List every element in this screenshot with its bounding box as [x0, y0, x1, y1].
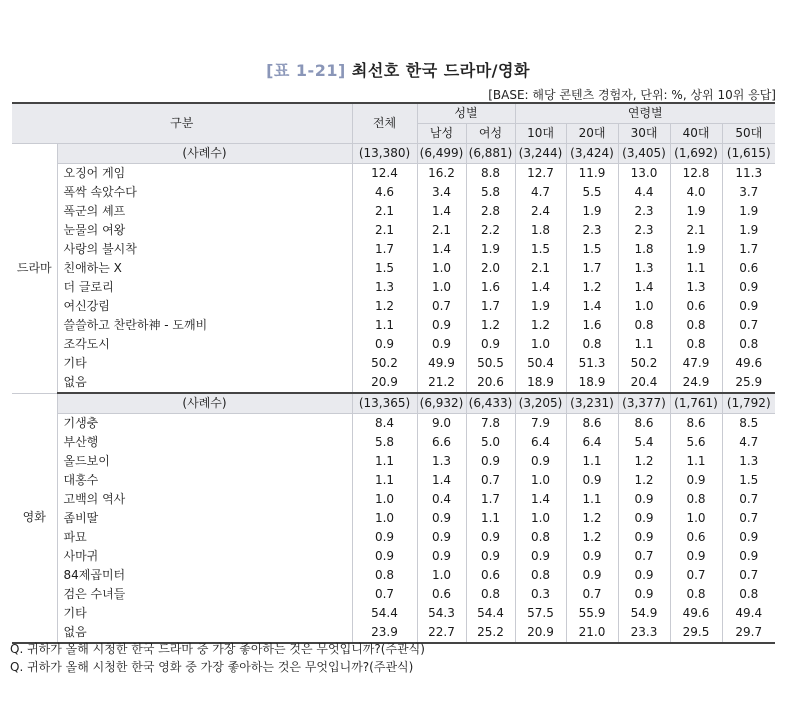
value-cell: 2.2: [466, 221, 515, 240]
count-cell: (6,433): [466, 393, 515, 414]
value-cell: 1.5: [352, 259, 417, 278]
value-cell: 0.9: [352, 547, 417, 566]
value-cell: 4.7: [739, 435, 759, 449]
value-cell: 12.7: [515, 164, 566, 184]
header-category: 구분: [12, 103, 352, 144]
value-cell: 1.1: [352, 316, 417, 335]
value-cell: 5.0: [466, 433, 515, 452]
value-cell: 5.4: [618, 433, 670, 452]
value-cell: 8.6: [618, 414, 670, 434]
value-cell: 2.3: [618, 221, 670, 240]
value-cell: 23.9: [352, 623, 417, 643]
count-cell: (13,365): [352, 393, 417, 414]
table-row: [12, 183, 775, 202]
row-label: 대홍수: [57, 471, 352, 490]
header-total: 전체: [352, 103, 417, 144]
value-cell: 0.9: [417, 547, 466, 566]
row-label: 검은 수녀들: [57, 585, 352, 604]
table-row: [12, 240, 775, 259]
table-row: [12, 297, 775, 316]
table-row: [12, 259, 775, 278]
value-cell: 29.5: [670, 623, 722, 643]
value-cell: 2.3: [566, 221, 618, 240]
value-cell: 57.5: [515, 604, 566, 623]
row-label: 기타: [57, 354, 352, 373]
value-cell: 1.3: [417, 452, 466, 471]
table-title: [0, 58, 796, 81]
value-cell: 0.6: [670, 528, 722, 547]
value-cell: 1.1: [670, 452, 722, 471]
value-cell: 1.5: [515, 240, 566, 259]
row-label: 기타: [57, 604, 352, 623]
value-cell: 1.8: [618, 240, 670, 259]
value-cell: 13.0: [618, 164, 670, 184]
value-cell: 1.4: [417, 202, 466, 221]
value-cell: 0.9: [417, 316, 466, 335]
value-cell: 1.4: [515, 490, 566, 509]
value-cell: 7.8: [466, 414, 515, 434]
header-age-50: 50대: [722, 124, 775, 144]
section-label: 드라마: [12, 144, 57, 394]
value-cell: 49.4: [735, 606, 763, 620]
value-cell: 20.9: [352, 373, 417, 393]
value-cell: 1.2: [352, 297, 417, 316]
row-label: 없음: [57, 373, 352, 393]
value-cell: 49.9: [417, 354, 466, 373]
table-row: [12, 471, 775, 490]
row-label: 사랑의 불시착: [57, 240, 352, 259]
value-cell: 0.9: [466, 452, 515, 471]
row-label: 폭싹 속았수다: [57, 183, 352, 202]
value-cell: 1.4: [515, 278, 566, 297]
section-label: 영화: [12, 393, 57, 643]
value-cell: 0.9: [466, 547, 515, 566]
value-cell: 8.4: [352, 414, 417, 434]
value-cell: 0.9: [739, 299, 759, 313]
row-label: 폭군의 셰프: [57, 202, 352, 221]
value-cell: 1.7: [566, 259, 618, 278]
value-cell: 0.9: [352, 528, 417, 547]
value-cell: 1.8: [515, 221, 566, 240]
value-cell: 1.1: [670, 259, 722, 278]
value-cell: 55.9: [566, 604, 618, 623]
value-cell: 0.7: [739, 568, 759, 582]
value-cell: 1.0: [515, 509, 566, 528]
value-cell: 1.2: [466, 316, 515, 335]
count-cell: (3,244): [515, 144, 566, 164]
value-cell: 54.4: [466, 604, 515, 623]
value-cell: 6.4: [566, 433, 618, 452]
count-cell: (3,231): [566, 393, 618, 414]
value-cell: 0.8: [739, 587, 759, 601]
value-cell: 7.9: [515, 414, 566, 434]
value-cell: 50.2: [352, 354, 417, 373]
value-cell: 54.9: [618, 604, 670, 623]
row-label: 고백의 역사: [57, 490, 352, 509]
value-cell: 5.8: [466, 183, 515, 202]
value-cell: 1.2: [618, 452, 670, 471]
value-cell: 11.3: [735, 166, 763, 180]
count-label: (사례수): [57, 393, 352, 414]
row-label: 더 글로리: [57, 278, 352, 297]
value-cell: 0.7: [566, 585, 618, 604]
value-cell: 49.6: [735, 356, 763, 370]
value-cell: 1.9: [670, 202, 722, 221]
value-cell: 1.1: [352, 452, 417, 471]
table-row: [12, 433, 775, 452]
value-cell: 2.3: [618, 202, 670, 221]
value-cell: 2.1: [352, 202, 417, 221]
value-cell: 24.9: [670, 373, 722, 393]
header-age-20: 20대: [566, 124, 618, 144]
value-cell: 1.9: [515, 297, 566, 316]
value-cell: 0.7: [739, 318, 759, 332]
count-cell: (6,881): [466, 144, 515, 164]
value-cell: 2.4: [515, 202, 566, 221]
value-cell: 0.9: [670, 471, 722, 490]
value-cell: 12.4: [352, 164, 417, 184]
value-cell: 20.4: [618, 373, 670, 393]
base-note: [BASE: 해당 콘텐츠 경험자, 단위: %, 상위 10위 응답]: [488, 88, 776, 102]
row-label: 기생충: [57, 414, 352, 434]
value-cell: 0.6: [417, 585, 466, 604]
question-note-drama: Q. 귀하가 올해 시청한 한국 드라마 중 가장 좋아하는 것은 무엇입니까?(주관식): [10, 642, 425, 656]
value-cell: 18.9: [515, 373, 566, 393]
value-cell: 0.9: [618, 509, 670, 528]
value-cell: 6.6: [417, 433, 466, 452]
value-cell: 0.9: [566, 547, 618, 566]
value-cell: 0.8: [670, 335, 722, 354]
value-cell: 1.4: [566, 297, 618, 316]
count-cell: (6,499): [417, 144, 466, 164]
value-cell: 1.6: [566, 316, 618, 335]
value-cell: 0.9: [618, 490, 670, 509]
count-row: [12, 144, 775, 164]
value-cell: 11.9: [566, 164, 618, 184]
value-cell: 49.6: [670, 604, 722, 623]
value-cell: 0.9: [352, 335, 417, 354]
value-cell: 1.4: [417, 240, 466, 259]
count-cell: (3,377): [618, 393, 670, 414]
count-cell: (3,424): [566, 144, 618, 164]
table-row: [12, 566, 775, 585]
table-row: [12, 547, 775, 566]
value-cell: 5.8: [352, 433, 417, 452]
value-cell: 20.9: [515, 623, 566, 643]
count-row: [12, 393, 775, 414]
value-cell: 1.6: [466, 278, 515, 297]
value-cell: 6.4: [515, 433, 566, 452]
value-cell: 3.7: [739, 185, 759, 199]
value-cell: 0.9: [566, 471, 618, 490]
value-cell: 4.0: [670, 183, 722, 202]
table-row: [12, 452, 775, 471]
value-cell: 1.1: [566, 490, 618, 509]
table-row: [12, 585, 775, 604]
value-cell: 0.9: [466, 528, 515, 547]
value-cell: 47.9: [670, 354, 722, 373]
value-cell: 0.8: [566, 335, 618, 354]
value-cell: 0.7: [417, 297, 466, 316]
value-cell: 2.0: [466, 259, 515, 278]
value-cell: 8.8: [466, 164, 515, 184]
value-cell: 1.9: [739, 223, 759, 237]
count-cell: (3,205): [515, 393, 566, 414]
value-cell: 50.2: [618, 354, 670, 373]
row-label: 파묘: [57, 528, 352, 547]
row-label: 친애하는 X: [57, 259, 352, 278]
row-label: 부산행: [57, 433, 352, 452]
value-cell: 1.9: [566, 202, 618, 221]
value-cell: 4.7: [515, 183, 566, 202]
value-cell: 1.0: [352, 509, 417, 528]
count-cell: (1,692): [670, 144, 722, 164]
value-cell: 1.9: [466, 240, 515, 259]
value-cell: 0.9: [739, 549, 759, 563]
header-female: 여성: [466, 124, 515, 144]
value-cell: 1.4: [417, 471, 466, 490]
value-cell: 0.8: [670, 316, 722, 335]
header-age-30: 30대: [618, 124, 670, 144]
value-cell: 1.3: [670, 278, 722, 297]
value-cell: 2.1: [515, 259, 566, 278]
value-cell: 1.0: [618, 297, 670, 316]
row-label: 사마귀: [57, 547, 352, 566]
value-cell: 0.8: [466, 585, 515, 604]
value-cell: 0.8: [515, 528, 566, 547]
value-cell: 0.7: [466, 471, 515, 490]
value-cell: 1.2: [566, 509, 618, 528]
value-cell: 0.9: [566, 566, 618, 585]
value-cell: 9.0: [417, 414, 466, 434]
table-row: [12, 414, 775, 434]
value-cell: 1.0: [515, 471, 566, 490]
table-number: [표 1-21]: [266, 61, 346, 80]
value-cell: 0.6: [739, 261, 759, 275]
value-cell: 51.3: [566, 354, 618, 373]
table-row: [12, 316, 775, 335]
value-cell: 18.9: [566, 373, 618, 393]
value-cell: 8.6: [566, 414, 618, 434]
table-body: [12, 144, 775, 644]
value-cell: 0.9: [739, 530, 759, 544]
table-row: [12, 164, 775, 184]
value-cell: 1.1: [566, 452, 618, 471]
value-cell: 1.3: [739, 454, 759, 468]
table-row: [12, 202, 775, 221]
value-cell: 1.5: [739, 473, 759, 487]
value-cell: 54.3: [417, 604, 466, 623]
value-cell: 2.1: [670, 221, 722, 240]
value-cell: 1.4: [618, 278, 670, 297]
count-cell: (13,380): [352, 144, 417, 164]
value-cell: 50.4: [515, 354, 566, 373]
question-notes: [10, 640, 425, 676]
value-cell: 25.2: [466, 623, 515, 643]
value-cell: 1.1: [618, 335, 670, 354]
table-row: [12, 221, 775, 240]
value-cell: 0.8: [352, 566, 417, 585]
value-cell: 0.6: [670, 297, 722, 316]
count-cell: (1,761): [670, 393, 722, 414]
row-label: 84제곱미터: [57, 566, 352, 585]
value-cell: 0.9: [417, 335, 466, 354]
value-cell: 0.9: [417, 528, 466, 547]
value-cell: 0.8: [515, 566, 566, 585]
table-row: [12, 373, 775, 393]
value-cell: 0.9: [618, 585, 670, 604]
value-cell: 0.9: [515, 452, 566, 471]
row-label: 오징어 게임: [57, 164, 352, 184]
value-cell: 2.1: [352, 221, 417, 240]
value-cell: 1.7: [466, 297, 515, 316]
value-cell: 0.9: [618, 566, 670, 585]
row-label: 없음: [57, 623, 352, 643]
value-cell: 1.0: [670, 509, 722, 528]
value-cell: 21.0: [566, 623, 618, 643]
value-cell: 0.8: [618, 316, 670, 335]
value-cell: 0.7: [670, 566, 722, 585]
value-cell: 0.8: [670, 585, 722, 604]
value-cell: 29.7: [735, 625, 763, 639]
header-age-10: 10대: [515, 124, 566, 144]
count-cell: (1,615): [722, 144, 775, 164]
value-cell: 0.9: [670, 547, 722, 566]
value-cell: 0.7: [739, 492, 759, 506]
value-cell: 1.2: [515, 316, 566, 335]
value-cell: 20.6: [466, 373, 515, 393]
value-cell: 1.3: [352, 278, 417, 297]
value-cell: 8.6: [670, 414, 722, 434]
value-cell: 1.0: [417, 259, 466, 278]
value-cell: 0.3: [515, 585, 566, 604]
count-cell: (1,792): [722, 393, 775, 414]
value-cell: 12.8: [670, 164, 722, 184]
row-label: 좀비딸: [57, 509, 352, 528]
value-cell: 23.3: [618, 623, 670, 643]
value-cell: 1.2: [566, 528, 618, 547]
value-cell: 21.2: [417, 373, 466, 393]
value-cell: 1.9: [739, 204, 759, 218]
table-row: [12, 278, 775, 297]
value-cell: 1.7: [352, 240, 417, 259]
value-cell: 0.7: [739, 511, 759, 525]
value-cell: 1.2: [566, 278, 618, 297]
value-cell: 0.4: [417, 490, 466, 509]
value-cell: 0.6: [466, 566, 515, 585]
value-cell: 50.5: [466, 354, 515, 373]
header-age: 연령별: [515, 103, 775, 124]
value-cell: 5.5: [566, 183, 618, 202]
value-cell: 1.0: [417, 278, 466, 297]
value-cell: 0.9: [515, 547, 566, 566]
value-cell: 1.3: [618, 259, 670, 278]
value-cell: 0.7: [618, 547, 670, 566]
value-cell: 8.5: [739, 416, 759, 430]
value-cell: 4.6: [352, 183, 417, 202]
value-cell: 0.9: [739, 280, 759, 294]
value-cell: 25.9: [722, 373, 775, 393]
row-label: 여신강림: [57, 297, 352, 316]
value-cell: 1.2: [618, 471, 670, 490]
value-cell: 16.2: [417, 164, 466, 184]
value-cell: 0.9: [417, 509, 466, 528]
table-row: [12, 490, 775, 509]
value-cell: 0.9: [618, 528, 670, 547]
value-cell: 1.5: [566, 240, 618, 259]
header-age-40: 40대: [670, 124, 722, 144]
value-cell: 0.9: [466, 335, 515, 354]
value-cell: 1.1: [352, 471, 417, 490]
header-male: 남성: [417, 124, 466, 144]
row-label: 쓸쓸하고 찬란하神 - 도깨비: [57, 316, 352, 335]
count-label: (사례수): [57, 144, 352, 164]
value-cell: 1.0: [417, 566, 466, 585]
count-cell: (3,405): [618, 144, 670, 164]
value-cell: 54.4: [352, 604, 417, 623]
table-row: [12, 604, 775, 623]
table-row: [12, 354, 775, 373]
value-cell: 1.1: [466, 509, 515, 528]
value-cell: 1.9: [670, 240, 722, 259]
table-name: 최선호 한국 드라마/영화: [351, 61, 530, 80]
value-cell: 2.8: [466, 202, 515, 221]
value-cell: 22.7: [417, 623, 466, 643]
table-row: [12, 335, 775, 354]
question-note-movie: Q. 귀하가 올해 시청한 한국 영화 중 가장 좋아하는 것은 무엇입니까?(주관식): [10, 660, 414, 674]
table-row: [12, 528, 775, 547]
value-cell: 3.4: [417, 183, 466, 202]
value-cell: 1.0: [515, 335, 566, 354]
value-cell: 1.0: [352, 490, 417, 509]
header-gender: 성별: [417, 103, 515, 124]
value-cell: 5.6: [670, 433, 722, 452]
value-cell: 0.8: [670, 490, 722, 509]
row-label: 조각도시: [57, 335, 352, 354]
value-cell: 0.8: [739, 337, 759, 351]
count-cell: (6,932): [417, 393, 466, 414]
row-label: 눈물의 여왕: [57, 221, 352, 240]
value-cell: 1.7: [739, 242, 759, 256]
table-row: [12, 509, 775, 528]
value-cell: 2.1: [417, 221, 466, 240]
value-cell: 0.7: [352, 585, 417, 604]
value-cell: 4.4: [618, 183, 670, 202]
data-table: [12, 102, 775, 644]
row-label: 올드보이: [57, 452, 352, 471]
value-cell: 1.7: [466, 490, 515, 509]
